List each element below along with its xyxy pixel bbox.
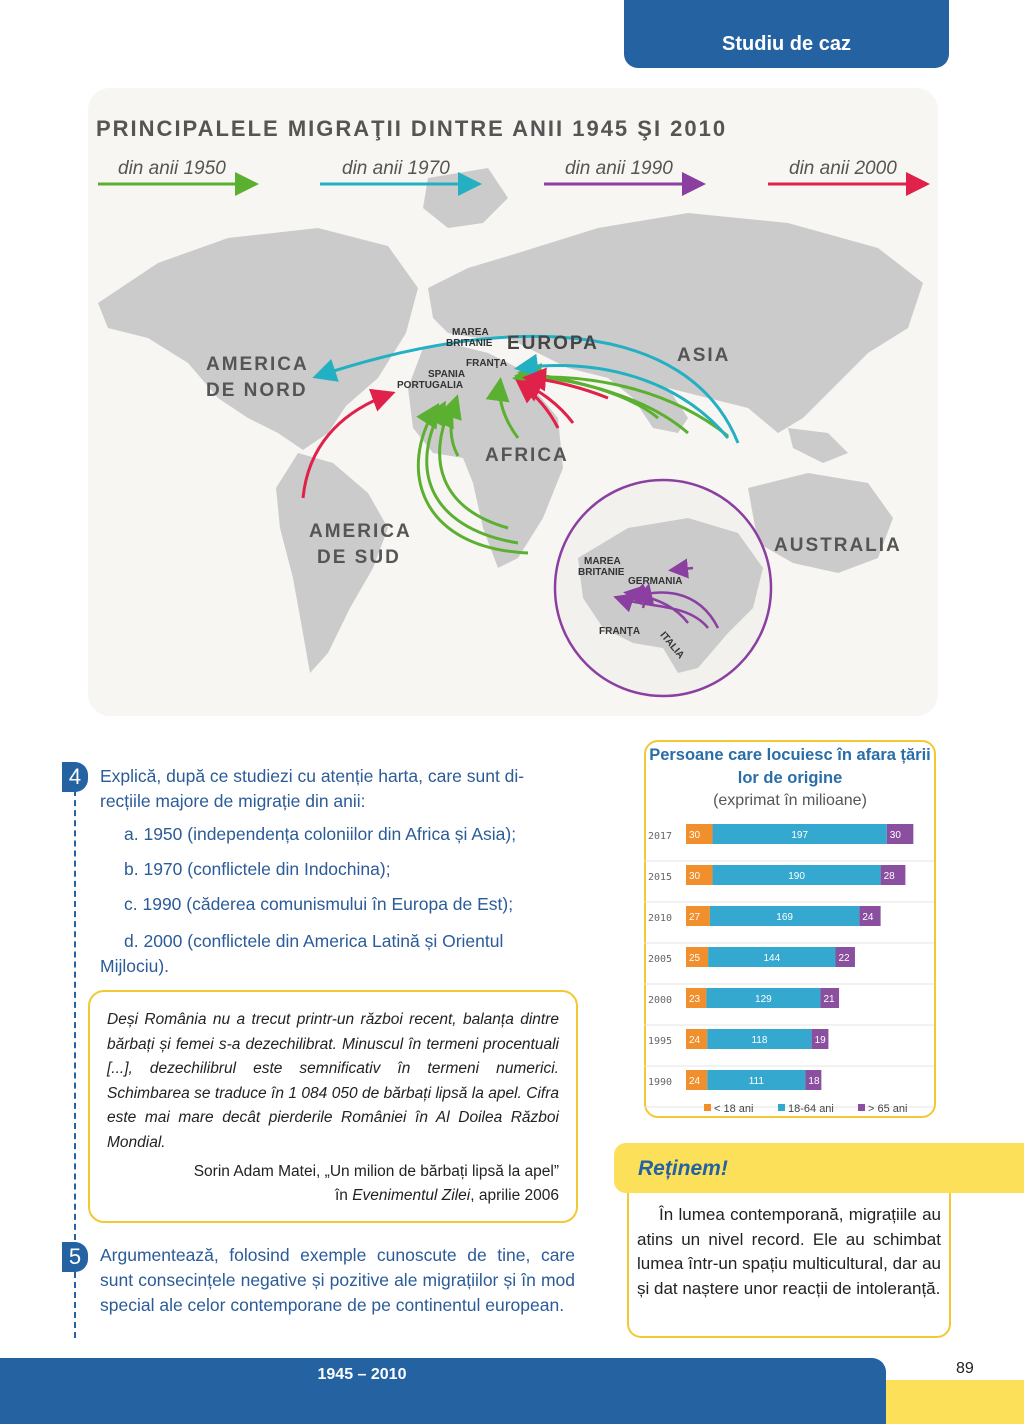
legend-label: > 65 ani [868,1103,908,1115]
question-5-number: 5 [62,1242,88,1272]
label-asia: ASIA [677,345,731,366]
quote-source-line2 [107,1184,559,1208]
quote-source-in: în [334,1187,353,1204]
bar-value-label: 28 [883,871,895,882]
legend-swatch [778,1104,785,1111]
bar-value-label: 197 [791,830,809,841]
inset-label-germania: GERMANIA [628,576,683,587]
label-marea-britanie-1: MAREA [452,327,489,338]
continents [98,168,923,673]
quote-source-line1: Sorin Adam Matei, „Un milion de bărbați lipsă la apel” [193,1163,559,1180]
legend-swatch [858,1104,865,1111]
bar-value-label: 25 [689,953,701,964]
quote-source-date: , aprilie 2006 [470,1187,559,1204]
question-guide-line [74,790,76,1240]
retinem-title: Reținem! [638,1157,728,1180]
retinem-text [637,1203,941,1301]
label-america-nord-2: DE NORD [206,380,308,401]
migrants-bar-chart [644,816,936,1116]
quote-source [107,1160,559,1208]
question-5-text: Argumentează, folosind exemple cunoscute de tine, care sunt consecințele negative și pozitive ale migrațiilor și în mod special ale celor contemporane de pe continentul european. [100,1245,575,1315]
legend-2000: din anii 2000 [789,158,897,179]
question-4-line2: recțiile majore de migrație din anii: [100,791,366,811]
year-label: 1990 [648,1077,673,1088]
bar-value-label: 144 [763,953,781,964]
bar-value-label: 111 [748,1076,764,1087]
bar-value-label: 24 [689,1076,701,1087]
bar-value-label: 23 [689,994,701,1005]
label-marea-britanie-2: BRITANIE [446,338,493,349]
bar-value-label: 129 [755,994,772,1005]
question-4-item-c: c. 1990 (căderea comunismului în Europa de Est); [124,894,514,914]
label-africa: AFRICA [485,445,569,466]
question-4-line1: Explică, după ce studiezi cu atenție harta, care sunt di- [100,766,525,786]
bar-value-label: 24 [689,1035,701,1046]
bar-value-label: 190 [788,871,805,882]
footer-accent [886,1380,1024,1424]
label-america-nord-1: AMERICA [206,354,309,375]
quote-text: Deși România nu a trecut printr-un război recent, balanța dintre bărbați și femei s-a dezechilibrat. Minuscul în termeni procentuali [...], dezechilibrul este semnificativ în termeni numerici. Schimbarea se traduce în 1 084 050 de bărbați lipsă la apel. Cifra este mai mare decât pierderile României în Al Doilea Război Mondial. [107,1011,559,1151]
retinem-text-body: În lumea contemporană, migrațiile au atins un nivel record. Ele au schimbat lumea într-un spațiu multicultural, dar au și dat naștere unor reacții de intoleranță. [637,1205,941,1298]
question-4-item-b: b. 1970 (conflictele din Indochina); [124,859,391,879]
bar-value-label: 22 [838,953,850,964]
question-5-guide-line [74,1272,76,1338]
year-label: 2017 [648,831,673,842]
footer-period: 1945 – 2010 [317,1366,407,1383]
label-europa: EUROPA [507,333,599,354]
section-tab-label: Studiu de caz [722,33,851,55]
bar-value-label: 27 [689,912,701,923]
bar-value-label: 24 [862,912,874,923]
quote-source-publication: Evenimentul Zilei [352,1187,471,1204]
legend-swatch [704,1104,711,1111]
label-america-sud-2: DE SUD [317,547,401,568]
legend-1970: din anii 1970 [342,158,450,179]
legend-1990: din anii 1990 [565,158,673,179]
map-title: PRINCIPALELE MIGRAŢII DINTRE ANII 1945 ŞI 2010 [96,116,728,141]
question-4-item-d-line1: d. 2000 (conflictele din America Latină și Orientul [124,931,504,951]
bar-value-label: 30 [689,830,701,841]
page-number: 89 [956,1360,974,1377]
bar-value-label: 30 [889,830,901,841]
label-franta: FRANŢA [466,358,508,369]
question-4-item-d [100,929,575,979]
bar-value-label: 30 [689,871,701,882]
inset-label-marea-2: BRITANIE [578,567,625,578]
label-spania: SPANIA [428,369,466,380]
question-4-text [100,764,575,814]
bar-value-label: 21 [823,994,835,1005]
label-australia: AUSTRALIA [774,535,902,556]
legend-label: < 18 ani [714,1103,754,1115]
year-label: 2000 [648,995,673,1006]
label-portugalia: PORTUGALIA [397,380,464,391]
legend-1950: din anii 1950 [118,158,226,179]
legend-label: 18-64 ani [788,1103,834,1115]
bar-value-label: 19 [814,1035,826,1046]
migration-map [88,88,938,716]
question-4-item-a: a. 1950 (independența coloniilor din Africa și Asia); [124,824,517,844]
chart-subtitle: (exprimat în milioane) [713,792,867,809]
question-4-number: 4 [62,762,88,792]
section-tab [624,0,949,68]
year-label: 2015 [648,872,673,883]
chart-title: Persoane care locuiesc în afara țării lor de origine [649,746,931,787]
question-4-item-d-line2: Mijlociu). [100,956,170,976]
bar-value-label: 169 [776,912,793,923]
inset-label-italia: ITALIA [657,629,687,662]
year-label: 2010 [648,913,673,924]
bar-value-label: 18 [808,1076,820,1087]
bar-value-label: 118 [751,1035,768,1046]
label-america-sud-1: AMERICA [309,521,412,542]
inset-label-marea-1: MAREA [584,556,621,567]
inset-label-franta: FRANŢA [599,626,641,637]
year-label: 2005 [648,954,673,965]
world-map-graphic [88,88,938,716]
year-label: 1995 [648,1036,673,1047]
